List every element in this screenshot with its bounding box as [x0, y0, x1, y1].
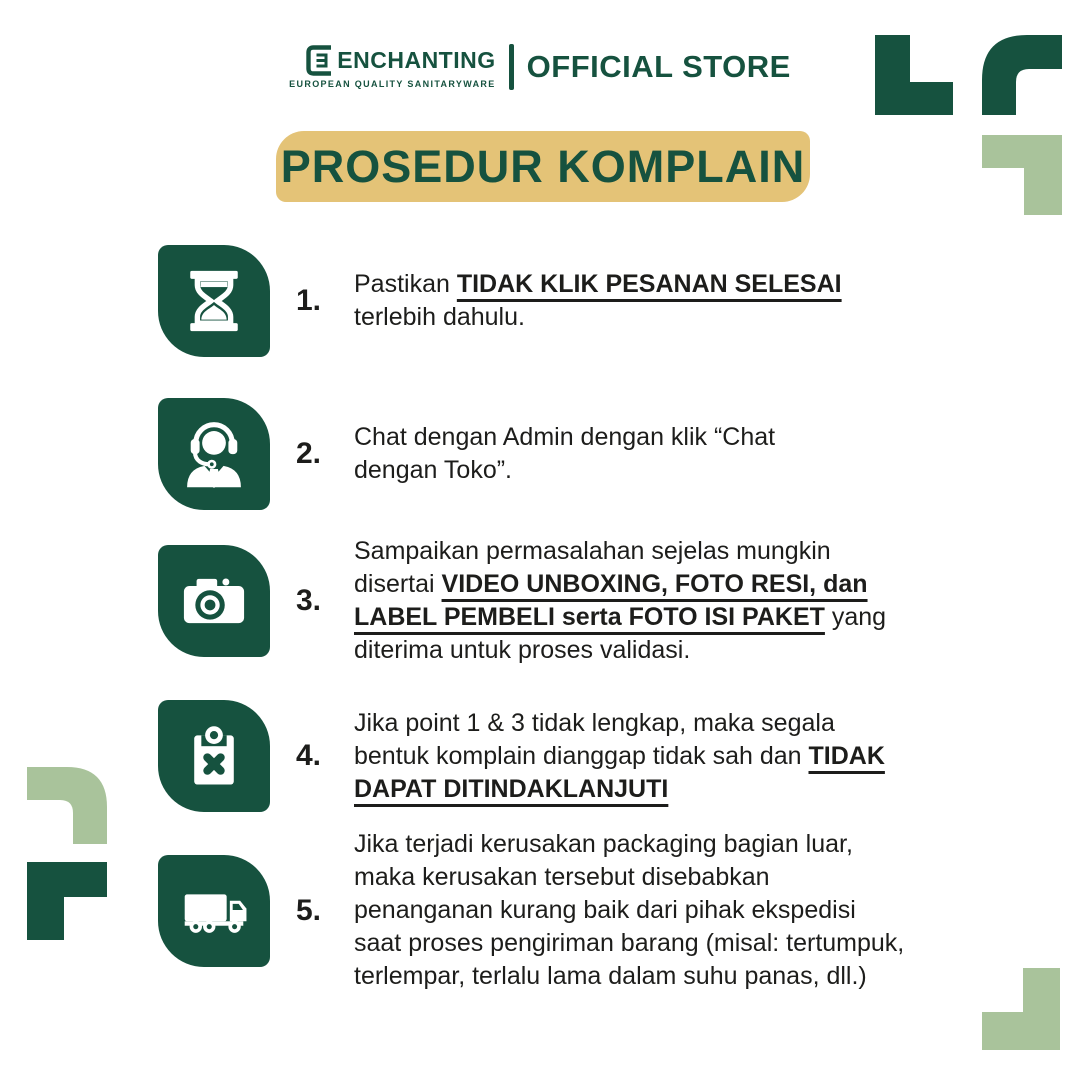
step-text-segment: Jika terjadi kerusakan packaging bagian luar,	[354, 830, 853, 858]
step-text	[354, 268, 842, 334]
logo-divider	[509, 44, 514, 90]
step-text-segment: yang	[824, 603, 887, 631]
headset-agent-icon	[176, 416, 252, 492]
step-text-segment: bentuk komplain dianggap tidak sah dan	[354, 741, 809, 770]
step-text-segment: saat proses pengiriman barang (misal: tertumpuk,	[354, 929, 905, 957]
deco-elbow-left	[27, 767, 107, 844]
step-text-line	[354, 421, 775, 454]
camera-icon-tile	[158, 545, 270, 657]
step-text-segment: Pastikan	[354, 270, 457, 298]
step-text-line	[354, 268, 842, 301]
truck-icon-tile	[158, 855, 270, 967]
step-number: 3.	[296, 584, 322, 617]
deco-angle-right	[982, 135, 1062, 215]
step-text-segment: Chat dengan Admin dengan klik “Chat	[354, 423, 776, 451]
step-number: 4.	[296, 739, 322, 772]
deco-corner-block-top-right	[875, 35, 953, 115]
step-text-line	[354, 535, 886, 568]
step-text	[354, 535, 886, 667]
page-title: PROSEDUR KOMPLAIN	[280, 140, 806, 192]
step-text	[354, 707, 885, 806]
step-text-line	[354, 568, 886, 601]
hourglass-icon	[176, 263, 252, 339]
step-text-emphasis: LABEL PEMBELI serta FOTO ISI PAKET	[354, 603, 825, 631]
step-text-segment: terlempar, terlalu lama dalam suhu panas, dll.)	[354, 962, 867, 990]
step-text-line	[354, 601, 886, 634]
step-text-emphasis: DAPAT DITINDAKLANJUTI	[354, 774, 669, 803]
deco-elbow-top-right	[982, 35, 1062, 115]
step-row	[158, 700, 968, 812]
step-text-segment: Jika point 1 & 3 tidak lengkap, maka segala	[354, 708, 835, 737]
step-text-line	[354, 894, 904, 927]
step-text-segment: maka kerusakan tersebut disebabkan	[354, 863, 770, 891]
brand-logo	[289, 45, 496, 89]
camera-icon	[176, 563, 252, 639]
step-text-line	[354, 861, 904, 894]
step-text-emphasis: VIDEO UNBOXING, FOTO RESI, dan	[441, 570, 868, 598]
headset-agent-icon-tile	[158, 398, 270, 510]
step-text-emphasis: TIDAK	[808, 741, 885, 770]
step-text-emphasis: TIDAK KLIK PESANAN SELESAI	[456, 270, 842, 298]
clipboard-x-icon-tile	[158, 700, 270, 812]
step-text-line	[354, 960, 904, 993]
clipboard-x-icon	[176, 718, 252, 794]
official-store-label: OFFICIAL STORE	[526, 49, 791, 84]
step-text-line	[354, 707, 885, 740]
step-text-line	[354, 634, 886, 667]
step-text-segment: penanganan kurang baik dari pihak ekspedisi	[354, 896, 856, 924]
deco-corner-block-left	[27, 862, 107, 940]
step-row	[158, 245, 968, 357]
step-row	[158, 828, 968, 993]
step-text-segment: diterima untuk proses validasi.	[354, 636, 691, 664]
step-text-line	[354, 740, 885, 773]
steps-list	[158, 245, 968, 993]
step-text-line	[354, 454, 775, 487]
step-number: 5.	[296, 893, 322, 927]
step-text	[354, 828, 904, 993]
step-number: 1.	[296, 284, 322, 317]
title-banner	[276, 131, 810, 202]
step-number: 2.	[296, 437, 322, 470]
step-text-segment: disertai	[354, 570, 442, 598]
step-text-line	[354, 927, 904, 960]
brand-name: ENCHANTING	[337, 47, 496, 73]
step-row	[158, 398, 968, 510]
truck-icon	[176, 873, 252, 949]
step-text-line	[354, 773, 885, 806]
step-text-segment: Sampaikan permasalahan sejelas mungkin	[354, 537, 831, 565]
enchanting-logo-mark-icon	[306, 45, 333, 76]
step-text-segment: terlebih dahulu.	[354, 303, 525, 331]
deco-angle-bottom-right	[982, 968, 1060, 1050]
step-text-segment: dengan Toko”.	[354, 456, 512, 484]
brand-tagline: EUROPEAN QUALITY SANITARYWARE	[289, 79, 496, 89]
step-text-line	[354, 828, 904, 861]
step-row	[158, 535, 968, 667]
hourglass-icon-tile	[158, 245, 270, 357]
step-text-line	[354, 301, 842, 334]
step-text	[354, 421, 775, 487]
